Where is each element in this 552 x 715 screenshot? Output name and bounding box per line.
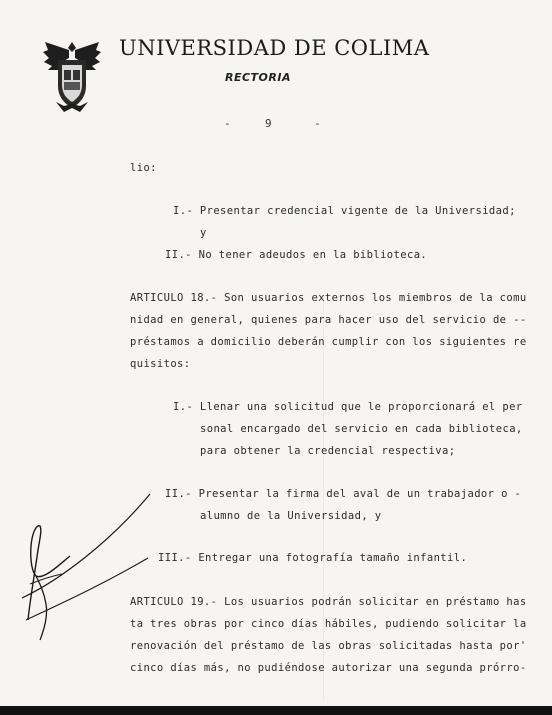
article-18-line: ARTICULO 18.- Son usuarios externos los miembros de la comu — [130, 292, 527, 304]
institution-name: UNIVERSIDAD DE COLIMA — [119, 36, 430, 60]
scan-bottom-edge — [0, 706, 552, 715]
requirement-item: III.- Entregar una fotografía tamaño infantil. — [158, 552, 468, 564]
article-19-line: ta tres obras por cinco días hábiles, pudiendo solicitar la — [130, 618, 527, 630]
requirement-item-continued: sonal encargado del servicio en cada biblioteca, — [200, 423, 523, 435]
requirement-connector: y — [200, 227, 207, 239]
handwritten-signature — [0, 480, 200, 650]
page-number: 9 — [265, 117, 272, 130]
continuation-text: lio: — [130, 162, 157, 174]
article-18-line: quisitos: — [130, 358, 191, 370]
article-19-line: cinco días más, no pudiéndose autorizar una segunda prórro- — [130, 662, 527, 674]
article-19-line: renovación del préstamo de las obras solicitadas hasta por' — [130, 640, 527, 652]
office-name: RECTORIA — [225, 71, 291, 84]
paper-fold — [323, 300, 324, 700]
requirement-item-continued: para obtener la credencial respectiva; — [200, 445, 456, 457]
article-18-line: préstamos a domicilio deberán cumplir con los siguientes re — [130, 336, 527, 348]
page-marker-right-dash: - — [314, 117, 321, 130]
requirement-item: I.- Presentar credencial vigente de la Universidad; — [173, 205, 516, 217]
requirement-item: II.- No tener adeudos en la biblioteca. — [165, 249, 428, 261]
article-18-line: nidad en general, quienes para hacer uso del servicio de -- — [130, 314, 527, 326]
requirement-item: II.- Presentar la firma del aval de un trabajador o - — [165, 488, 522, 500]
requirement-item: I.- Llenar una solicitud que le proporcionará el per — [173, 401, 523, 413]
article-19-line: ARTICULO 19.- Los usuarios podrán solicitar en préstamo has — [130, 596, 527, 608]
university-crest-icon — [42, 38, 102, 114]
requirement-item-continued: alumno de la Universidad, y — [200, 510, 382, 522]
page-marker-left-dash: - — [224, 117, 231, 130]
